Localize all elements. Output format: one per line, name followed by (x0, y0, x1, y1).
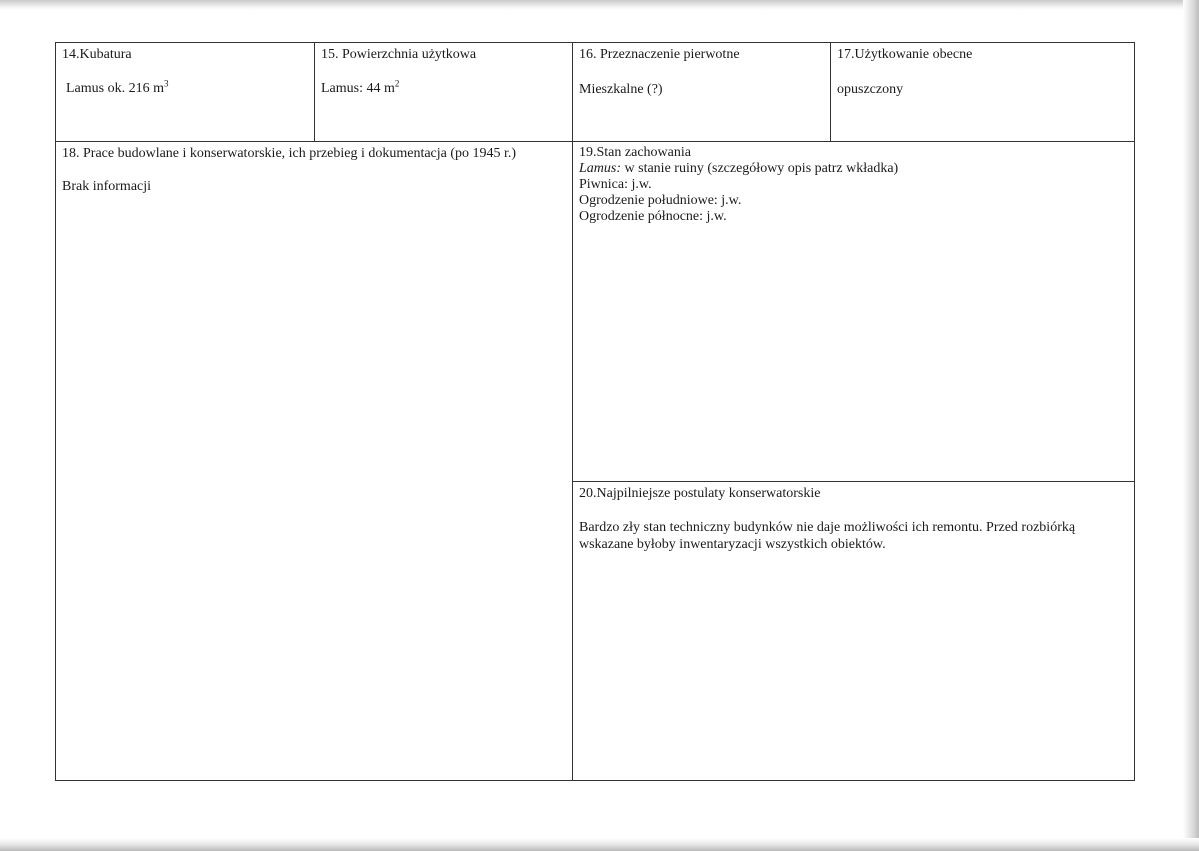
cell-14-kubatura (56, 43, 315, 142)
field-20-text-line-1: Bardzo zły stan techniczny budynków nie daje możliwości ich remontu. Przed rozbiórką (579, 520, 1076, 535)
field-14-title: 14.Kubatura (62, 47, 132, 62)
field-17-title: 17.Użytkowanie obecne (837, 47, 973, 62)
field-19-line-ogrodzenie-poludniowe: Ogrodzenie południowe: j.w. (579, 193, 742, 208)
form-table (55, 42, 1135, 781)
field-16-title: 16. Przeznaczenie pierwotne (579, 47, 740, 62)
field-15-title: 15. Powierzchnia użytkowa (321, 47, 477, 62)
cell-18-prace-budowlane (56, 142, 573, 780)
scan-right-edge (1183, 0, 1199, 851)
field-19-line-piwnica: Piwnica: j.w. (579, 177, 652, 192)
field-20-title: 20.Najpilniejsze postulaty konserwatorskie (579, 486, 821, 501)
field-16-value: Mieszkalne (?) (579, 82, 663, 97)
scan-top-edge (0, 0, 1199, 10)
cell-20-postulaty (573, 482, 1134, 780)
field-19-lamus-label: Lamus: (579, 161, 622, 176)
field-17-value: opuszczony (837, 82, 904, 97)
scan-bottom-edge (0, 838, 1199, 851)
field-19-lamus-line: Lamus: w stanie ruiny (szczegółowy opis patrz wkładka) (579, 161, 899, 176)
field-19-line-ogrodzenie-polnocne: Ogrodzenie północne: j.w. (579, 209, 727, 224)
field-14-unit-exponent: 3 (164, 78, 169, 89)
cell-16-przeznaczenie (573, 43, 831, 142)
field-19-title: 19.Stan zachowania (579, 145, 691, 160)
field-18-title: 18. Prace budowlane i konserwatorskie, ich przebieg i dokumentacja (po 1945 r.) (62, 146, 517, 161)
field-18-value: Brak informacji (62, 179, 152, 194)
field-15-value: Lamus: 44 $m^2$ (321, 78, 400, 96)
field-20-text-line-2: wskazane byłoby inwentaryzacji wszystkich obiektów. (579, 537, 886, 552)
cell-19-stan-zachowania (573, 142, 1134, 482)
field-15-unit-exponent: 2 (394, 78, 400, 89)
cell-15-powierzchnia (315, 43, 573, 142)
cell-17-uzytkowanie (831, 43, 1134, 142)
field-14-value: Lamus ok. 216 $m^3$ (66, 78, 169, 96)
